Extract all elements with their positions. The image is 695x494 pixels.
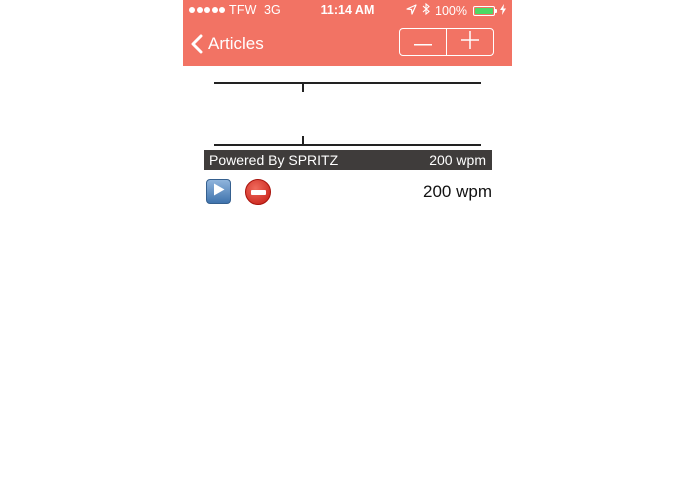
play-button[interactable] (206, 179, 231, 204)
stop-button[interactable] (245, 179, 271, 205)
play-icon (213, 183, 225, 201)
reader-bottom-line (214, 144, 481, 146)
app-screen (183, 0, 512, 494)
carrier-name: TFW (229, 3, 257, 17)
location-arrow-icon (406, 4, 417, 18)
plus-icon (461, 31, 479, 54)
back-button-label: Articles (208, 34, 264, 53)
reader-top-line (214, 82, 481, 84)
chevron-left-icon (191, 34, 203, 54)
battery-icon (473, 6, 495, 16)
spritz-speed-label: 200 wpm (429, 152, 486, 168)
back-button[interactable] (191, 31, 264, 57)
reader-bottom-focus-tick (302, 136, 304, 144)
spritz-info-bar (204, 150, 492, 170)
battery-fill (475, 8, 493, 14)
increase-speed-button[interactable] (446, 29, 493, 55)
status-time: 11:14 AM (320, 3, 375, 17)
header (183, 0, 512, 66)
spritz-reader-area (214, 82, 481, 146)
status-bar (183, 0, 512, 22)
powered-by-label: Powered By SPRITZ (209, 152, 339, 168)
playback-controls (205, 179, 492, 205)
bluetooth-icon (422, 3, 430, 18)
battery-percent: 100% (435, 3, 467, 18)
decrease-speed-button[interactable] (400, 29, 446, 55)
network-type: 3G (264, 3, 281, 17)
charging-bolt-icon (500, 4, 506, 18)
navigation-bar (183, 22, 512, 66)
stop-icon (251, 190, 266, 195)
status-right-group (406, 3, 506, 18)
reader-top-focus-tick (302, 84, 304, 92)
wpm-readout: 200 wpm (423, 182, 492, 201)
speed-stepper[interactable] (399, 28, 494, 56)
battery-tip (495, 9, 497, 13)
minus-icon (414, 33, 432, 51)
